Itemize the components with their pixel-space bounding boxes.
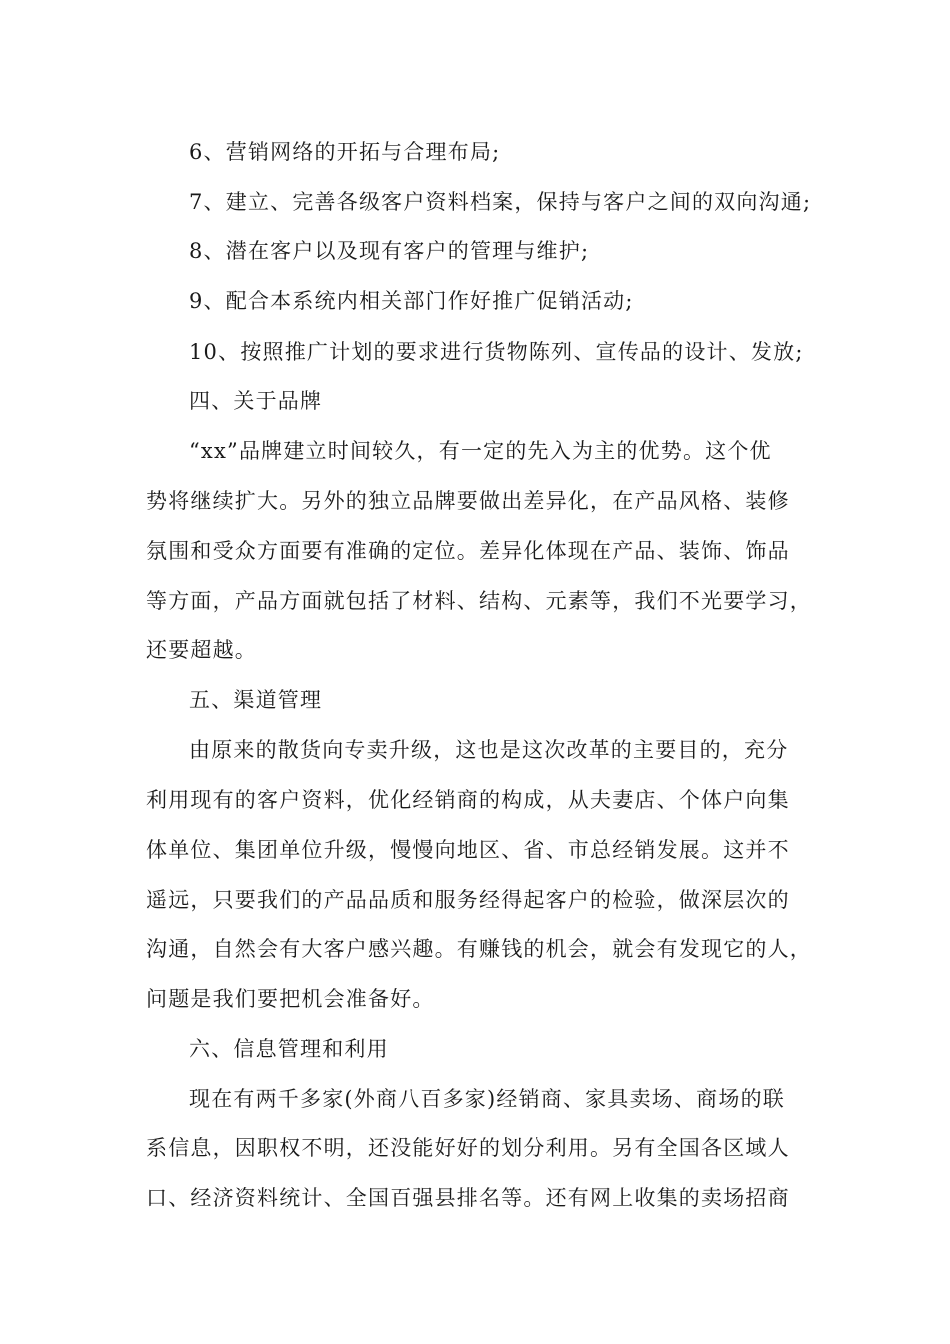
section-heading-channel: 五、渠道管理 <box>189 688 323 712</box>
paragraph-line: 遥远，只要我们的产品品质和服务经得起客户的检验，做深层次的 <box>146 888 790 912</box>
paragraph-line: 氛围和受众方面要有准确的定位。差异化体现在产品、装饰、饰品 <box>146 539 790 563</box>
paragraph-line: 口、经济资料统计、全国百强县排名等。还有网上收集的卖场招商 <box>146 1186 790 1210</box>
paragraph-line: 势将继续扩大。另外的独立品牌要做出差异化，在产品风格、装修 <box>146 489 790 513</box>
paragraph-line: 现在有两千多家(外商八百多家)经销商、家具卖场、商场的联 <box>189 1087 785 1111</box>
paragraph-line: 由原来的散货向专卖升级，这也是这次改革的主要目的，充分 <box>189 738 789 762</box>
paragraph-line: 还要超越。 <box>146 638 257 662</box>
paragraph-line: 系信息，因职权不明，还没能好好的划分利用。另有全国各区域人 <box>146 1136 790 1160</box>
paragraph-line: “xx”品牌建立时间较久，有一定的先入为主的优势。这个优 <box>189 439 772 463</box>
list-item-10: 10、按照推广计划的要求进行货物陈列、宣传品的设计、发放; <box>189 340 804 364</box>
list-item-8: 8、潜在客户以及现有客户的管理与维护; <box>189 239 590 263</box>
paragraph-line: 利用现有的客户资料，优化经销商的构成，从夫妻店、个体户向集 <box>146 788 790 812</box>
section-heading-brand: 四、关于品牌 <box>189 389 323 413</box>
paragraph-line: 体单位、集团单位升级，慢慢向地区、省、市总经销发展。这并不 <box>146 838 790 862</box>
section-heading-information: 六、信息管理和利用 <box>189 1037 389 1061</box>
list-item-9: 9、配合本系统内相关部门作好推广促销活动; <box>189 289 634 313</box>
list-item-6: 6、营销网络的开拓与合理布局; <box>189 140 501 164</box>
paragraph-line: 沟通，自然会有大客户感兴趣。有赚钱的机会，就会有发现它的人， <box>146 937 812 961</box>
paragraph-line: 问题是我们要把机会准备好。 <box>146 987 435 1011</box>
list-item-7: 7、建立、完善各级客户资料档案，保持与客户之间的双向沟通; <box>189 190 812 214</box>
paragraph-line: 等方面，产品方面就包括了材料、结构、元素等，我们不光要学习， <box>146 589 812 613</box>
